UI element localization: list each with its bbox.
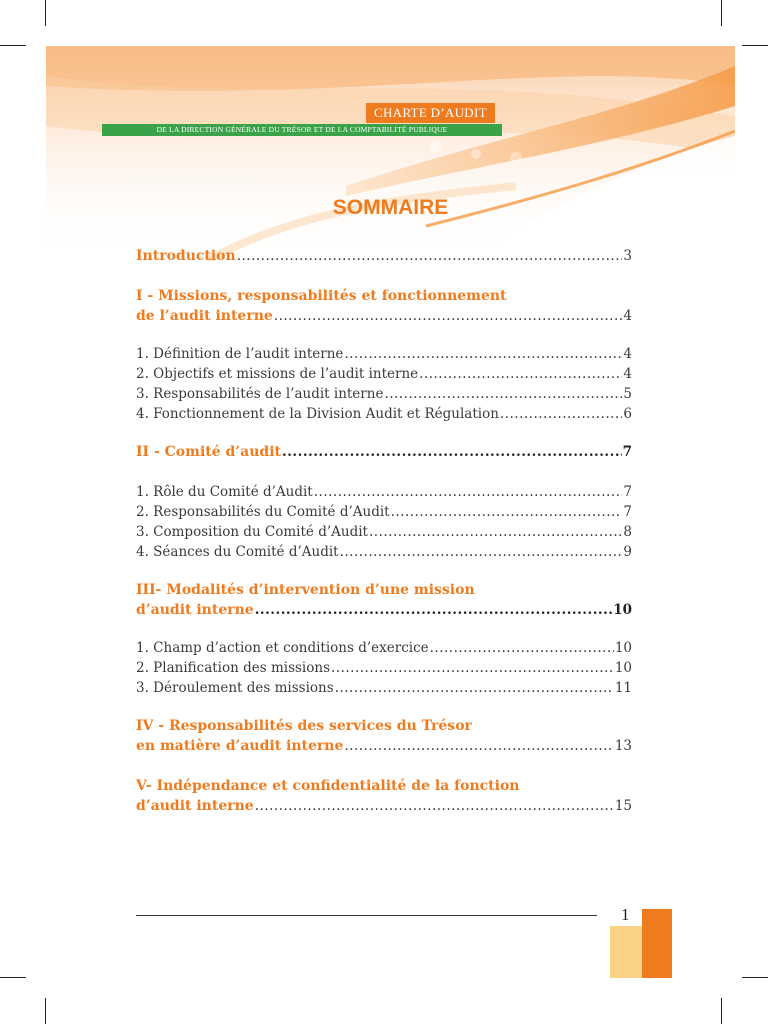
toc-entry-label: 2. Objectifs et missions de l’audit interne [136,366,419,382]
leader-dots [344,346,622,362]
leader-dots [391,504,623,520]
toc-entry-section-1[interactable] [136,308,632,328]
toc-entry-label: 2. Responsabilités du Comité d’Audit [136,504,390,520]
toc-page-number: 6 [623,406,632,422]
toc-entry-section-4[interactable] [136,738,632,758]
toc-entry[interactable] [136,346,632,366]
toc-entry[interactable] [136,660,632,680]
toc-entry[interactable] [136,504,632,524]
page-title: SOMMAIRE [332,196,449,219]
toc-page-number: 5 [623,386,632,402]
toc-page-number: 4 [623,346,632,362]
toc-entry[interactable] [136,386,632,406]
leader-dots [331,660,614,676]
crop-mark [0,977,26,978]
toc-entry-label: 4. Fonctionnement de la Division Audit et Régulation [136,406,499,422]
toc-page-number: 7 [623,484,632,500]
leader-dots [419,366,622,382]
page-tab-dark [642,909,672,978]
leader-dots [430,640,614,656]
toc-entry-label: d’audit interne [136,602,254,618]
charter-label: CHARTE D’AUDIT [366,103,495,123]
toc-entry-label: 3. Composition du Comité d’Audit [136,524,368,540]
toc-entry-section-3[interactable] [136,602,632,622]
toc-section-heading[interactable]: V- Indépendance et confidentialité de la fonction [136,778,520,794]
toc-page-number: 3 [623,248,632,264]
leader-dots [282,444,622,460]
toc-entry-section-5[interactable] [136,798,632,818]
toc-page-number: 10 [614,640,632,656]
directorate-label: DE LA DIRECTION GÉNÉRALE DU TRÉSOR ET DE LA COMPTABILITÉ PUBLIQUE [102,124,502,136]
header-banner [46,46,735,261]
toc-page-number: 10 [613,602,632,618]
crop-mark [721,998,722,1024]
toc-section-heading[interactable]: III- Modalités d’intervention d’une mission [136,582,475,598]
toc-section-heading[interactable]: I - Missions, responsabilités et fonctionnement [136,288,507,304]
toc-entry-label: 4. Séances du Comité d’Audit [136,544,339,560]
toc-entry-introduction[interactable] [136,248,632,268]
crop-mark [721,0,722,26]
toc-entry-label: 1. Rôle du Comité d’Audit [136,484,313,500]
leader-dots [314,484,623,500]
leader-dots [344,738,613,754]
toc-section-heading[interactable]: IV - Responsabilités des services du Trésor [136,718,472,734]
toc-page-number: 10 [614,660,632,676]
toc-page-number: 13 [614,738,632,754]
toc-page-number: 8 [623,524,632,540]
leader-dots [340,544,623,560]
toc-entry-label: 1. Définition de l’audit interne [136,346,344,362]
toc-entry[interactable] [136,366,632,386]
toc-entry-label: 3. Déroulement des missions [136,680,334,696]
toc-entry[interactable] [136,680,632,700]
toc-page-number: 7 [622,444,632,460]
leader-dots [335,680,614,696]
toc-page-number: 4 [623,366,632,382]
toc-entry-section-2[interactable] [136,444,632,464]
leader-dots [237,248,623,264]
toc-page-number: 11 [614,680,632,696]
footer-rule [136,915,597,916]
crop-mark [45,998,46,1024]
toc-entry-label: 1. Champ d’action et conditions d’exercice [136,640,429,656]
toc-page-number: 15 [614,798,632,814]
toc-entry[interactable] [136,484,632,504]
crop-mark [45,0,46,26]
toc-entry-label: en matière d’audit interne [136,738,344,754]
page-number: 1 [621,905,630,924]
toc-entry-label: 3. Responsabilités de l’audit interne [136,386,384,402]
toc-entry[interactable] [136,524,632,544]
crop-mark [742,45,768,46]
document-page [46,46,735,978]
toc-page-number: 9 [623,544,632,560]
leader-dots [384,386,622,402]
toc-entry-label: de l’audit interne [136,308,273,324]
leader-dots [369,524,622,540]
toc-entry[interactable] [136,544,632,564]
banner-graphic [46,46,735,261]
toc-entry-label: II - Comité d’audit [136,444,282,460]
toc-entry-label: 2. Planification des missions [136,660,330,676]
leader-dots [274,308,623,324]
toc-page-number: 4 [623,308,632,324]
crop-mark [0,45,26,46]
leader-dots [255,602,613,618]
leader-dots [500,406,623,422]
toc-entry-label: Introduction [136,248,236,264]
crop-mark [742,977,768,978]
leader-dots [255,798,614,814]
toc-entry[interactable] [136,406,632,426]
toc-entry-label: d’audit interne [136,798,254,814]
toc-page-number: 7 [623,504,632,520]
toc-entry[interactable] [136,640,632,660]
